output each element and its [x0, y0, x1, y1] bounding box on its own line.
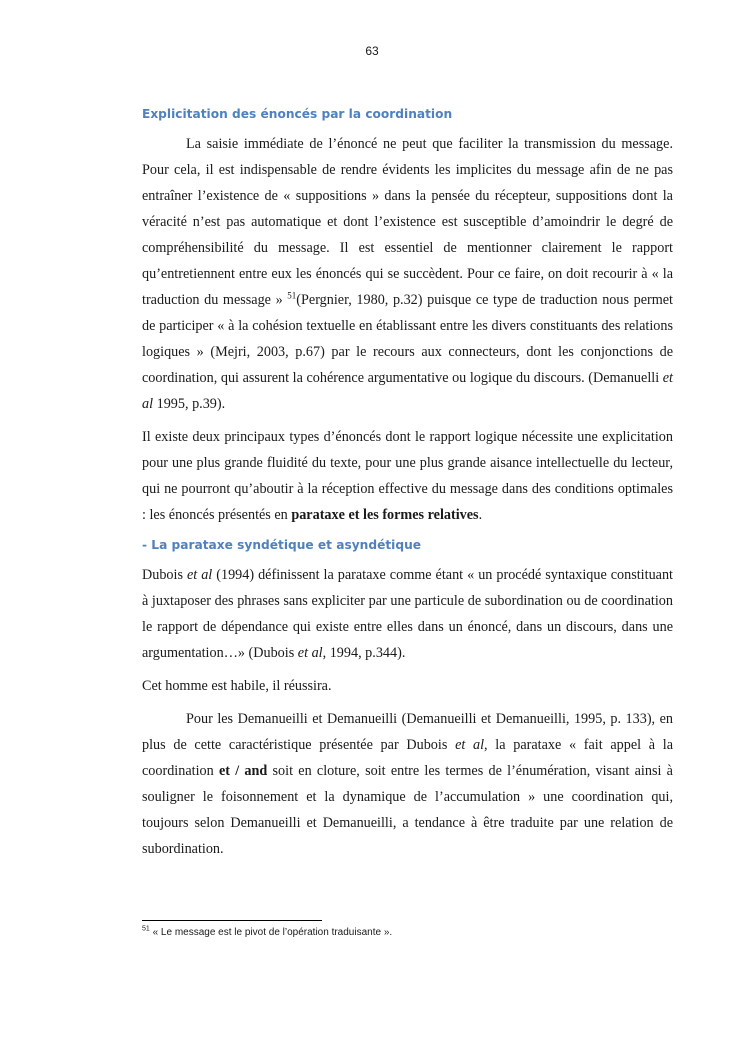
paragraph-demanueilli [142, 706, 673, 862]
text-run: Pour les Demanueilli et Demanueilli (Demanueilli et Demanueilli, 1995, p. 133), en plus de cette caractéristique présentée par Dubois [142, 711, 673, 753]
page-number: 63 [365, 44, 379, 58]
page-body [142, 104, 673, 862]
bold-text: et / and [218, 763, 268, 779]
paragraph-saisie [142, 131, 673, 417]
text-run: , 1994, p.344). [322, 645, 406, 661]
text-run: . [478, 507, 483, 523]
section-heading-parataxe: - La parataxe syndétique et asyndétique [142, 538, 422, 552]
italic-text: et al [186, 567, 213, 583]
italic-text: et al [455, 737, 485, 753]
section-heading-coordination: Explicitation des énoncés par la coordination [142, 107, 453, 121]
paragraph-dubois [142, 562, 673, 666]
text-run: , la parataxe « fait appel à la coordination [142, 737, 673, 779]
footnote [142, 926, 392, 940]
footnote-text: « Le message est le pivot de l’opération traduisante ». [149, 927, 393, 938]
italic-text: et al [297, 645, 323, 661]
example-sentence: Cet homme est habile, il réussira. [142, 678, 332, 694]
text-run: (1994) définissent la parataxe comme étant « un procédé syntaxique constituant à juxtaposer des phrases sans expliciter par une particule de subordination ou de coordination le rapport de dépendance qui existe entre elles dans un énoncé, dans un discours, dans une argumentation…» (Dubois [142, 567, 673, 661]
bold-text: parataxe et les formes relatives [291, 507, 479, 523]
footnote-reference[interactable]: 51 [287, 290, 297, 301]
paragraph-types-enonces [142, 424, 673, 528]
text-run: soit en cloture, soit entre les termes de l’énumération, visant ainsi à souligner le foisonnement et la dynamique de l’accumulation » une coordination qui, toujours selon Demanueilli et Demanueilli, a tendance à être traduite par une relation de subordination. [142, 763, 673, 857]
text-run: (Pergnier, 1980, p.32) puisque ce type de traduction nous permet de participer « à la cohésion textuelle en établissant entre les divers constituants des relations logiques » (Mejri, 2003, p.67) par le recours aux connecteurs, dont les conjonctions de coordination, qui assurent la cohérence argumentative ou logique du discours. (Demanuelli [142, 292, 673, 386]
footnote-separator [142, 920, 322, 921]
text-run: Dubois [142, 567, 187, 583]
italic-text: et al [142, 370, 673, 412]
text-run: La saisie immédiate de l’énoncé ne peut que faciliter la transmission du message. Pour cela, il est indispensable de rendre évidents les implicites du message afin de ne pas entraîner l’existence de « suppositions » dans la pensée du récepteur, suppositions dont la véracité n’est pas automatique et dont l’existence est susceptible d’amoindrir le degré de compréhensibilité du message. Il est essentiel de mentionner clairement le rapport qu’entretiennent entre eux les énoncés qui se succèdent. Pour ce faire, on doit recourir à « la traduction du message » [142, 136, 673, 308]
text-run: 1995, p.39). [153, 396, 226, 412]
footnote-number: 51 [142, 925, 150, 933]
text-run: Il existe deux principaux types d’énoncés dont le rapport logique nécessite une explicitation pour une plus grande fluidité du texte, pour une plus grande aisance intellectuelle du lecteur, qui ne pourront qu’aboutir à la réception effective du message dans des conditions optimales : les énoncés présentés en [142, 429, 673, 523]
